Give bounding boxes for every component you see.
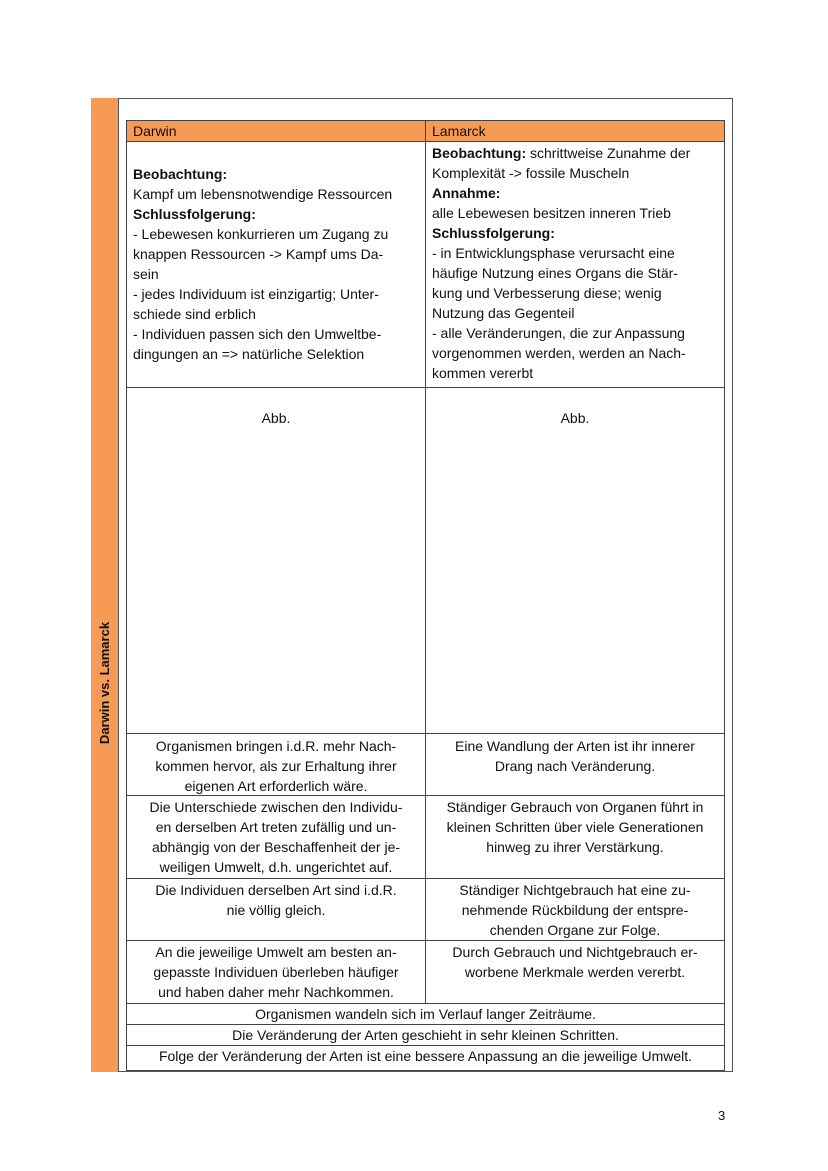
lamarck-conclusion-line: häufige Nutzung eines Organs die Stär-: [432, 265, 678, 281]
darwin-conclusion-line: - Individuen passen sich den Umweltbe-: [133, 326, 382, 342]
statement-line: Die Individuen derselben Art sind i.d.R.: [155, 882, 397, 898]
lamarck-observation-text: schrittweise Zunahme der: [526, 145, 691, 161]
shared-line: Folge der Veränderung der Arten ist eine bessere Anpassung an die jeweilige Umwelt.: [158, 1048, 693, 1064]
darwin-observation-label: Beobachtung:: [133, 166, 228, 182]
darwin-statement-3: [126, 878, 426, 941]
header-darwin: [126, 120, 426, 142]
statement-line: Ständiger Gebrauch von Organen führt in: [446, 799, 704, 815]
header-lamarck: [425, 120, 725, 142]
statement-line: kleinen Schritten über viele Generationen: [446, 819, 704, 835]
darwin-observation-text: Kampf um lebensnotwendige Ressourcen: [133, 186, 393, 202]
statement-line: Organismen bringen i.d.R. mehr Nach-: [155, 738, 397, 754]
statement-line: Ständiger Nichtgebrauch hat eine zu-: [459, 882, 691, 898]
darwin-conclusion-line: sein: [133, 266, 159, 282]
lamarck-conclusion-line: kung und Verbesserung diese; wenig: [432, 285, 662, 301]
lamarck-statement-2: [425, 795, 725, 879]
side-bar: [91, 98, 119, 1072]
shared-statement-1: [126, 1003, 725, 1025]
darwin-conclusion-line: schiede sind erblich: [133, 306, 256, 322]
page-number: 3: [718, 1108, 726, 1123]
darwin-statement-4: [126, 940, 426, 1004]
side-label: Darwin vs. Lamarck: [97, 621, 112, 745]
statement-line: Drang nach Veränderung.: [494, 758, 656, 774]
shared-line: Die Veränderung der Arten geschieht in sehr kleinen Schritten.: [232, 1027, 619, 1043]
header-lamarck-label: Lamarck: [432, 123, 486, 139]
shared-statement-3: [126, 1045, 725, 1071]
statement-line: gepasste Individuen überleben häufiger: [153, 964, 399, 980]
darwin-statement-2: [126, 795, 426, 879]
statement-line: nehmende Rückbildung der entspre-: [461, 902, 689, 918]
statement-line: Die Unterschiede zwischen den Individu-: [149, 799, 403, 815]
lamarck-observation-label: Beobachtung:: [432, 145, 527, 161]
lamarck-statement-4: [425, 940, 725, 1004]
lamarck-conclusion-line: kommen vererbt: [432, 365, 534, 381]
lamarck-observation-line2: Komplexität -> fossile Muscheln: [432, 165, 630, 181]
lamarck-figure-cell: [425, 387, 725, 734]
statement-line: abhängig von der Beschaffenheit der je-: [151, 839, 401, 855]
darwin-conclusion-label: Schlussfolgerung:: [133, 206, 256, 222]
statement-line: en derselben Art treten zufällig und un-: [155, 819, 397, 835]
statement-line: nie völlig gleich.: [226, 902, 326, 918]
lamarck-statement-1: [425, 733, 725, 796]
statement-line: weiligen Umwelt, d.h. ungerichtet auf.: [159, 859, 393, 875]
darwin-conclusion-line: dingungen an => natürliche Selektion: [133, 346, 365, 362]
statement-line: und haben daher mehr Nachkommen.: [158, 984, 394, 1000]
darwin-conclusion-line: - jedes Individuum ist einzigartig; Unter-: [133, 286, 379, 302]
lamarck-observation: [432, 143, 718, 163]
lamarck-assumption-text: alle Lebewesen besitzen inneren Trieb: [432, 205, 671, 221]
statement-line: Eine Wandlung der Arten ist ihr innerer: [455, 738, 695, 754]
statement-line: eigenen Art erforderlich wäre.: [184, 778, 368, 794]
shared-statement-2: [126, 1024, 725, 1046]
darwin-conclusion-line: - Lebewesen konkurrieren um Zugang zu: [133, 226, 389, 242]
lamarck-statement-3: [425, 878, 725, 941]
lamarck-conclusion-line: - in Entwicklungsphase verursacht eine: [432, 245, 675, 261]
shared-line: Organismen wandeln sich im Verlauf langer Zeiträume.: [255, 1006, 596, 1022]
darwin-statement-1: [126, 733, 426, 796]
statement-line: Durch Gebrauch und Nichtgebrauch er-: [452, 944, 698, 960]
statement-line: kommen hervor, als zur Erhaltung ihrer: [155, 758, 397, 774]
lamarck-conclusion-line: vorgenommen werden, werden an Nach-: [432, 345, 686, 361]
darwin-figure-label: Abb.: [261, 410, 291, 426]
darwin-conclusion-line: knappen Ressourcen -> Kampf ums Da-: [133, 246, 384, 262]
statement-line: chenden Organe zur Folge.: [489, 922, 661, 938]
lamarck-assumption-label: Annahme:: [432, 185, 501, 201]
lamarck-conclusion-line: - alle Veränderungen, die zur Anpassung: [432, 325, 685, 341]
lamarck-figure-label: Abb.: [560, 410, 590, 426]
header-darwin-label: Darwin: [133, 123, 177, 139]
darwin-figure-cell: [126, 387, 426, 734]
statement-line: hinweg zu ihrer Verstärkung.: [486, 839, 664, 855]
statement-line: An die jeweilige Umwelt am besten an-: [155, 944, 397, 960]
lamarck-theory-cell: [425, 141, 725, 388]
lamarck-conclusion-label: Schlussfolgerung:: [432, 225, 555, 241]
statement-line: worbene Merkmale werden vererbt.: [464, 964, 686, 980]
darwin-theory-cell: [126, 141, 426, 388]
lamarck-conclusion-line: Nutzung das Gegenteil: [432, 305, 575, 321]
